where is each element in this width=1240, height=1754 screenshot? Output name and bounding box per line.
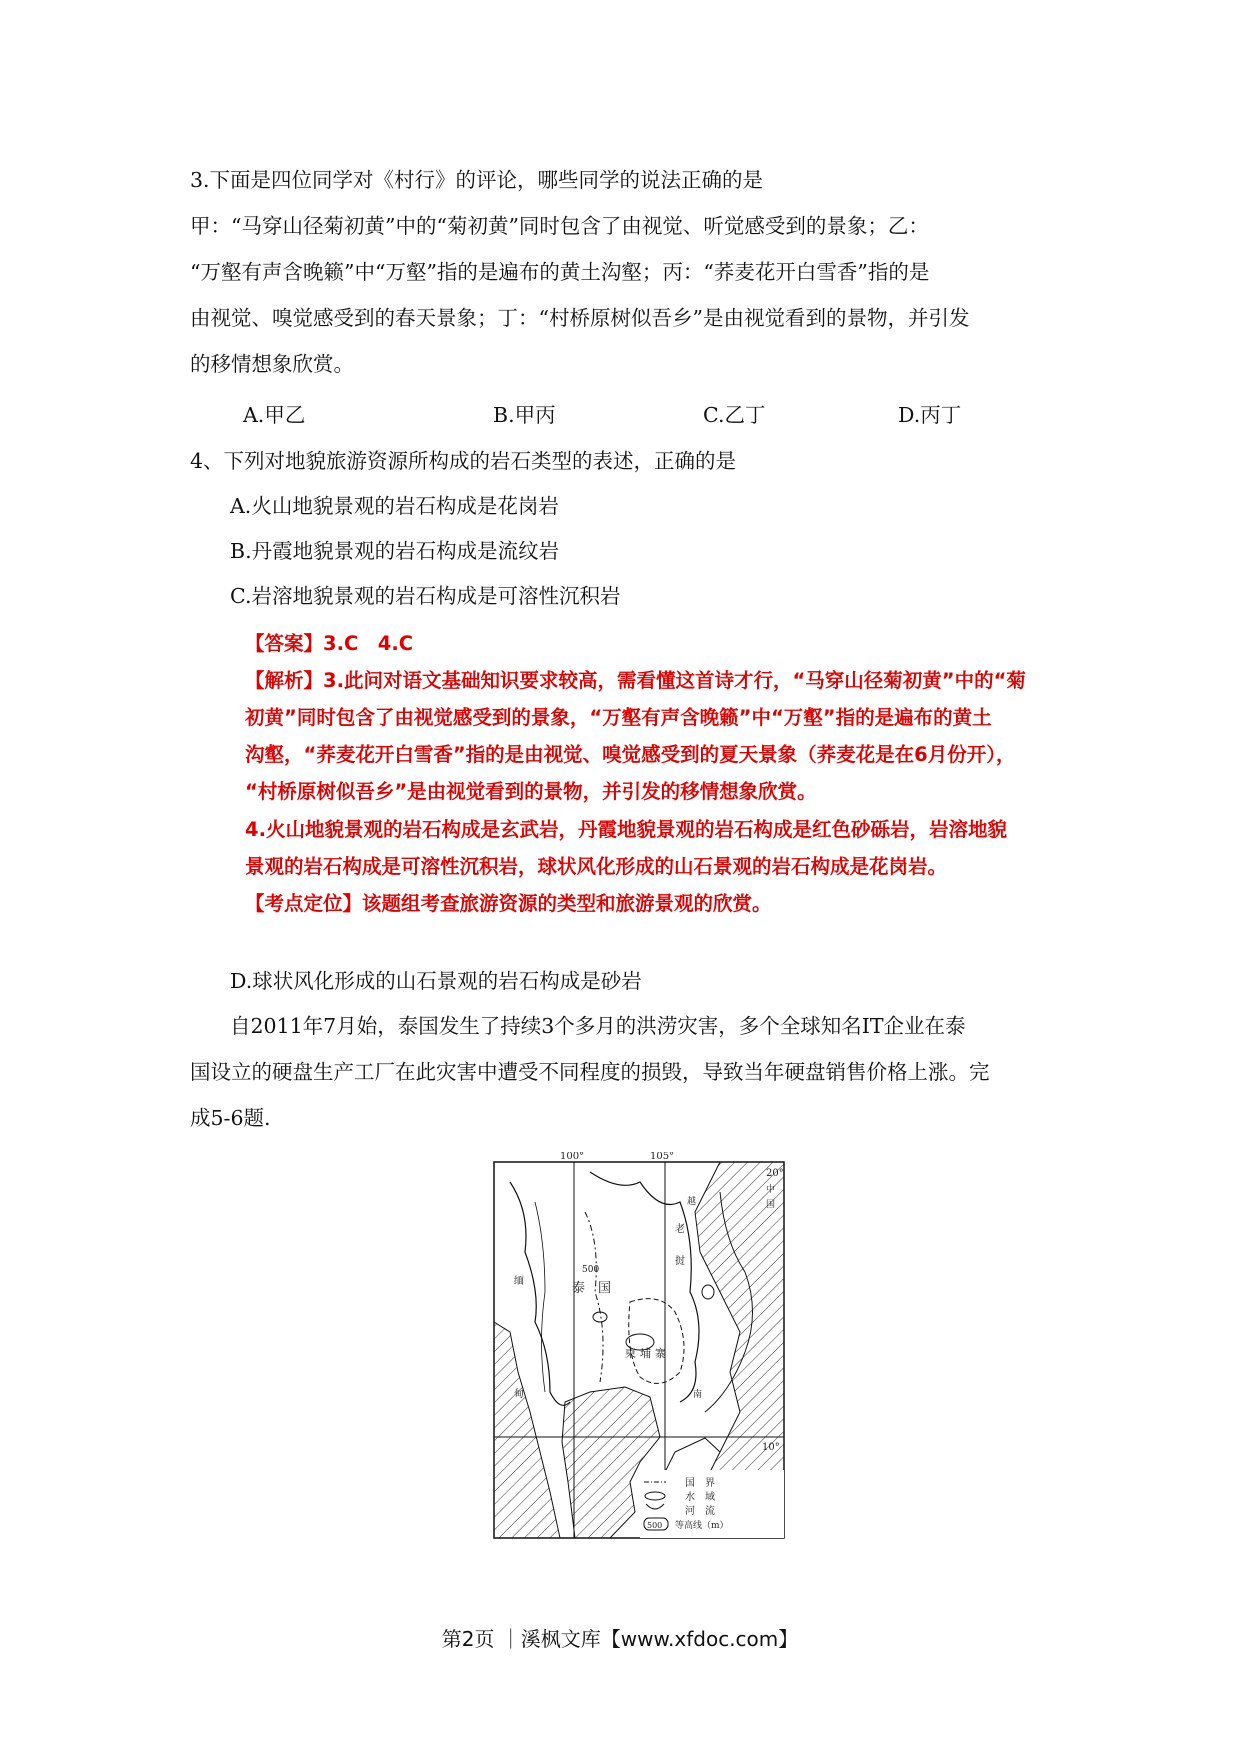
answer-line-8: 【考点定位】该题组考查旅游资源的类型和旅游景观的欣赏。	[245, 892, 772, 915]
intro-line-3: 成5-6题.	[190, 1106, 271, 1130]
q4-option-b: B.丹霞地貌景观的岩石构成是流纹岩	[230, 539, 560, 563]
label-myanmar-1: 缅	[514, 1276, 524, 1287]
label-thailand: 泰 国	[572, 1281, 612, 1296]
label-china-1: 中	[766, 1185, 776, 1195]
lon-label-105: 105°	[650, 1152, 675, 1162]
lon-label-100: 100°	[560, 1152, 585, 1162]
answer-line-7: 景观的岩石构成是可溶性沉积岩，球状风化形成的山石景观的岩石构成是花岗岩。	[245, 855, 948, 878]
contour-label: 500	[582, 1265, 600, 1275]
label-myanmar-2: 甸	[514, 1389, 524, 1400]
legend-water-label: 水 域	[685, 1492, 715, 1503]
label-vietnam-1: 越	[687, 1197, 697, 1207]
page-footer: 第2页 ｜溪枫文库【www.xfdoc.com】	[441, 1627, 799, 1651]
q3-line-2: “万壑有声含晚籁”中“万壑”指的是遍布的黄土沟壑；丙：“荞麦花开白雪香”指的是	[190, 260, 930, 284]
thailand-map	[490, 1152, 790, 1542]
label-cambodia-2: 埔	[640, 1347, 651, 1360]
q4-option-c: C.岩溶地貌景观的岩石构成是可溶性沉积岩	[230, 584, 621, 608]
label-china-2: 国	[766, 1200, 776, 1210]
legend-contour-value: 500	[647, 1521, 663, 1530]
q3-option-c: C.乙丁	[703, 403, 766, 427]
answer-line-2: 【解析】3.此问对语文基础知识要求较高，需看懂这首诗才行，“马穿山径菊初黄”中的“菊	[245, 669, 1026, 692]
q3-line-3: 由视觉、嗅觉感受到的春天景象；丁：“村桥原树似吾乡”是由视觉看到的景物，并引发	[190, 306, 970, 330]
answer-line-6: 4.火山地貌景观的岩石构成是玄武岩，丹霞地貌景观的岩石构成是红色砂砾岩，岩溶地貌	[245, 818, 1007, 841]
intro-line-2: 国设立的硬盘生产工厂在此灾害中遭受不同程度的损毁，导致当年硬盘销售价格上涨。完	[190, 1060, 990, 1084]
label-laos-2: 挝	[675, 1256, 685, 1267]
lat-label-20: 20°	[766, 1168, 784, 1179]
legend-river-label: 河 流	[685, 1506, 715, 1517]
q3-option-d: D.丙丁	[898, 403, 962, 427]
map-legend	[640, 1470, 784, 1538]
legend-contour-label: 等高线（m）	[675, 1521, 729, 1531]
intro-line-1: 自2011年7月始，泰国发生了持续3个多月的洪涝灾害，多个全球知名IT企业在泰	[230, 1014, 966, 1038]
q3-line-1: 甲：“马穿山径菊初黄”中的“菊初黄”同时包含了由视觉、听觉感受到的景象；乙：	[190, 214, 929, 238]
answer-line-4: 沟壑，“荞麦花开白雪香”指的是由视觉、嗅觉感受到的夏天景象（荞麦花是在6月份开），	[245, 743, 1016, 766]
label-cambodia-3: 寨	[655, 1347, 666, 1360]
legend-border-label: 国 界	[685, 1478, 715, 1489]
q3-option-b: B.甲丙	[493, 403, 556, 427]
label-laos-1: 老	[675, 1224, 685, 1235]
answer-line-5: “村桥原树似吾乡”是由视觉看到的景物，并引发的移情想象欣赏。	[245, 780, 817, 803]
q4-stem: 4、下列对地貌旅游资源所构成的岩石类型的表述，正确的是	[190, 449, 737, 473]
q3-stem: 3.下面是四位同学对《村行》的评论，哪些同学的说法正确的是	[190, 168, 764, 192]
label-vietnam-2: 南	[693, 1390, 703, 1400]
answer-line-1: 【答案】3.C 4.C	[245, 632, 414, 655]
label-cambodia-1: 柬	[625, 1347, 636, 1360]
q4-option-d: D.球状风化形成的山石景观的岩石构成是砂岩	[230, 969, 642, 993]
q3-line-4: 的移情想象欣赏。	[190, 352, 354, 376]
q3-option-a: A.甲乙	[243, 403, 306, 427]
answer-line-3: 初黄”同时包含了由视觉感受到的景象，“万壑有声含晚籁”中“万壑”指的是遍布的黄土	[245, 706, 992, 729]
lat-label-10: 10°	[762, 1442, 780, 1453]
q4-option-a: A.火山地貌景观的岩石构成是花岗岩	[230, 494, 559, 518]
